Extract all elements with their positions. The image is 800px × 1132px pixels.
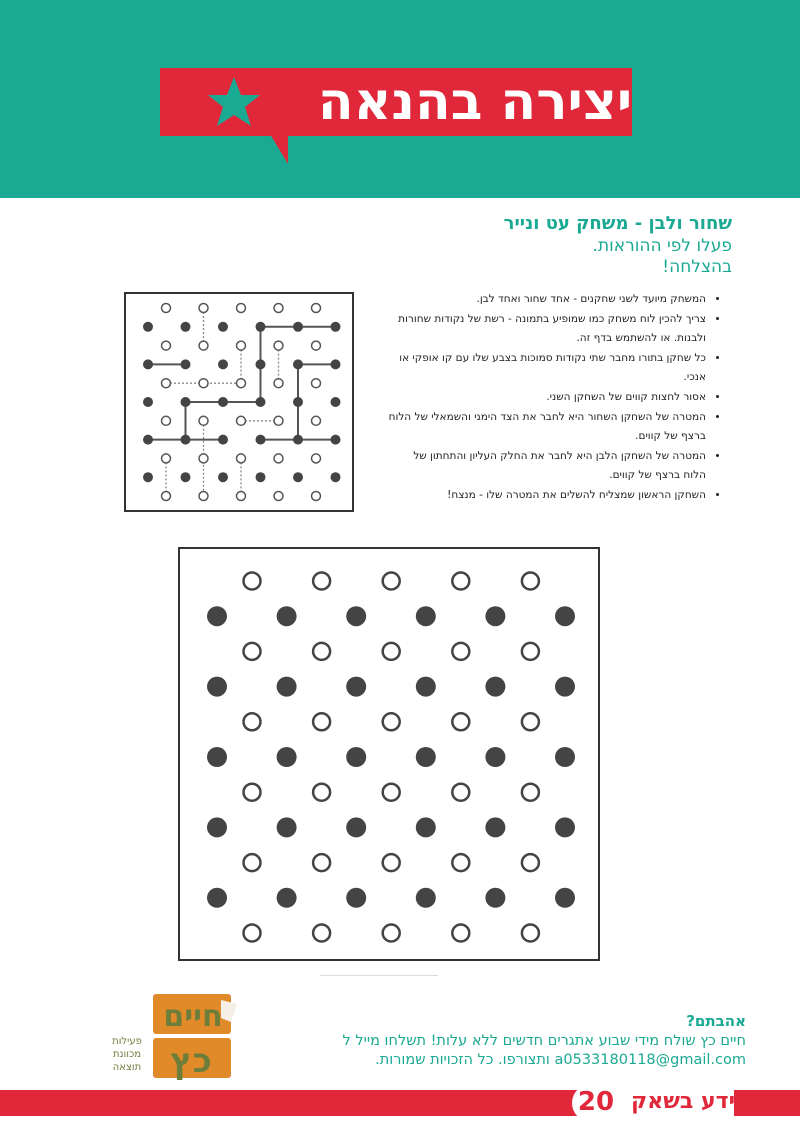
logo-tagline: תוצאה [112, 1062, 142, 1073]
black-dot [555, 817, 575, 837]
white-dot [237, 492, 246, 501]
white-dot [162, 341, 171, 350]
white-dot [244, 713, 261, 730]
logo-tagline: מכוונת [112, 1049, 142, 1060]
black-dot [277, 888, 297, 908]
white-dot [313, 643, 330, 660]
black-dot [331, 472, 341, 482]
white-dot [237, 454, 246, 463]
black-dot [485, 677, 505, 697]
black-dot [207, 817, 227, 837]
white-dot [383, 573, 400, 590]
white-dot [199, 304, 208, 313]
white-dot [237, 379, 246, 388]
black-dot [256, 359, 266, 369]
white-dot [313, 854, 330, 871]
black-dot [256, 472, 266, 482]
black-dot [218, 472, 228, 482]
intro-block [212, 212, 732, 278]
black-dot [293, 472, 303, 482]
white-dot [274, 304, 283, 313]
black-dot [218, 397, 228, 407]
black-dot [331, 322, 341, 332]
black-dot [207, 747, 227, 767]
white-dot [452, 643, 469, 660]
white-dot [522, 784, 539, 801]
black-dot [331, 397, 341, 407]
black-dot [218, 435, 228, 445]
white-dot [312, 341, 321, 350]
white-dot [452, 784, 469, 801]
haim-katz-logo [103, 992, 243, 1082]
white-dot [312, 304, 321, 313]
white-dot [383, 713, 400, 730]
white-dot [274, 492, 283, 501]
black-dot [346, 888, 366, 908]
black-dot [416, 606, 436, 626]
white-dot [237, 416, 246, 425]
black-dot [218, 322, 228, 332]
white-dot [452, 573, 469, 590]
white-dot [199, 379, 208, 388]
white-dot [383, 854, 400, 871]
white-dot [312, 454, 321, 463]
rule-item: • צריך להכין לוח משחק כמו שמופיע בתמונה - רשת של נקודות שחורות ולבנות. או להשתמש בדף זה. [388, 310, 706, 348]
black-dot [331, 359, 341, 369]
black-dot [207, 888, 227, 908]
game-board[interactable] [178, 547, 600, 961]
black-dot [346, 606, 366, 626]
black-dot [143, 322, 153, 332]
white-dot [274, 379, 283, 388]
black-dot [555, 606, 575, 626]
footer-question: אהבתם? [686, 1012, 746, 1030]
page-title: יצירה בהנאה [317, 72, 633, 132]
rule-item: • המטרה של השחקן הלבן היא לחבר את החלק העליון והתחתון של הלוח ברצף של קווים. [388, 447, 706, 485]
rules-list [388, 290, 722, 506]
white-dot [237, 341, 246, 350]
white-dot [244, 854, 261, 871]
black-dot [207, 677, 227, 697]
white-dot [522, 925, 539, 942]
black-dot [485, 888, 505, 908]
white-dot [313, 573, 330, 590]
black-dot [143, 472, 153, 482]
footer-text [246, 1010, 746, 1070]
black-dot [293, 322, 303, 332]
black-dot [277, 817, 297, 837]
rule-item: • המשחק מיועד לשני שחקנים - אחד שחור ואחד לבן. [388, 290, 706, 309]
black-dot [346, 817, 366, 837]
black-dot [331, 435, 341, 445]
white-dot [162, 379, 171, 388]
black-dot [256, 322, 266, 332]
rule-item: • אסור לחצות קווים של השחקן השני. [388, 388, 706, 407]
white-dot [199, 341, 208, 350]
rule-item: • כל שחקן בתורו מחבר שתי נקודות סמוכות בצבע שלו עם קו אופקי או אנכי. [388, 349, 706, 387]
white-dot [522, 854, 539, 871]
black-dot [416, 677, 436, 697]
white-dot [383, 643, 400, 660]
black-dot [485, 606, 505, 626]
white-dot [452, 925, 469, 942]
logo-name-top: חיים [163, 999, 223, 1034]
white-dot [237, 304, 246, 313]
instruction-line: פעלו לפי ההוראות. [592, 236, 732, 256]
black-dot [277, 677, 297, 697]
white-dot [522, 713, 539, 730]
black-dot [143, 359, 153, 369]
white-dot [522, 573, 539, 590]
example-board-illustration [124, 292, 354, 512]
black-dot [218, 359, 228, 369]
white-dot [274, 416, 283, 425]
good-luck-line: בהצלחה! [662, 257, 732, 277]
black-dot [416, 817, 436, 837]
black-dot [181, 472, 191, 482]
logo-name-bottom: כץ [170, 1041, 212, 1081]
black-dot [293, 435, 303, 445]
page-number: 20 [577, 1087, 615, 1117]
white-dot [244, 643, 261, 660]
black-dot [256, 397, 266, 407]
magazine-name: מידע בשאק [631, 1089, 751, 1114]
black-dot [256, 435, 266, 445]
white-dot [312, 416, 321, 425]
black-dot [181, 322, 191, 332]
black-dot [416, 747, 436, 767]
black-dot [277, 606, 297, 626]
white-dot [244, 925, 261, 942]
black-dot [207, 606, 227, 626]
white-dot [383, 925, 400, 942]
star-icon [205, 74, 263, 132]
white-dot [244, 784, 261, 801]
white-dot [274, 341, 283, 350]
black-dot [143, 397, 153, 407]
white-dot [162, 454, 171, 463]
black-dot [293, 397, 303, 407]
black-dot [485, 817, 505, 837]
black-dot [181, 397, 191, 407]
footer-email-line[interactable]: a0533180118@gmail.com ותצורפו. כל הזכויות שמורות. [375, 1052, 746, 1068]
black-dot [555, 747, 575, 767]
white-dot [452, 854, 469, 871]
black-dot [416, 888, 436, 908]
white-dot [244, 573, 261, 590]
white-dot [274, 454, 283, 463]
divider [320, 975, 438, 976]
black-dot [555, 888, 575, 908]
white-dot [452, 713, 469, 730]
white-dot [312, 379, 321, 388]
logo-tagline: פעילות [112, 1036, 142, 1047]
white-dot [199, 454, 208, 463]
black-dot [181, 359, 191, 369]
white-dot [199, 416, 208, 425]
black-dot [277, 747, 297, 767]
rule-item: • המטרה של השחקן השחור היא לחבר את הצד הימני והשמאלי של הלוח ברצף של קווים. [388, 408, 706, 446]
rule-item: • השחקן הראשון שמצליח להשלים את המטרה שלו - מנצח! [388, 486, 706, 505]
game-subtitle: שחור ולבן - משחק עט ונייר [503, 213, 732, 234]
black-dot [346, 677, 366, 697]
white-dot [383, 784, 400, 801]
black-dot [143, 435, 153, 445]
white-dot [162, 304, 171, 313]
white-dot [313, 925, 330, 942]
black-dot [181, 435, 191, 445]
white-dot [522, 643, 539, 660]
black-dot [346, 747, 366, 767]
footer-line: חיים כץ שולח מידי שבוע אתגרים חדשים ללא עלות! תשלחו מייל ל [342, 1033, 746, 1049]
white-dot [162, 492, 171, 501]
speech-bubble-tail [270, 134, 288, 164]
white-dot [199, 492, 208, 501]
white-dot [313, 784, 330, 801]
black-dot [555, 677, 575, 697]
black-dot [485, 747, 505, 767]
white-dot [162, 416, 171, 425]
white-dot [312, 492, 321, 501]
black-dot [293, 359, 303, 369]
white-dot [313, 713, 330, 730]
